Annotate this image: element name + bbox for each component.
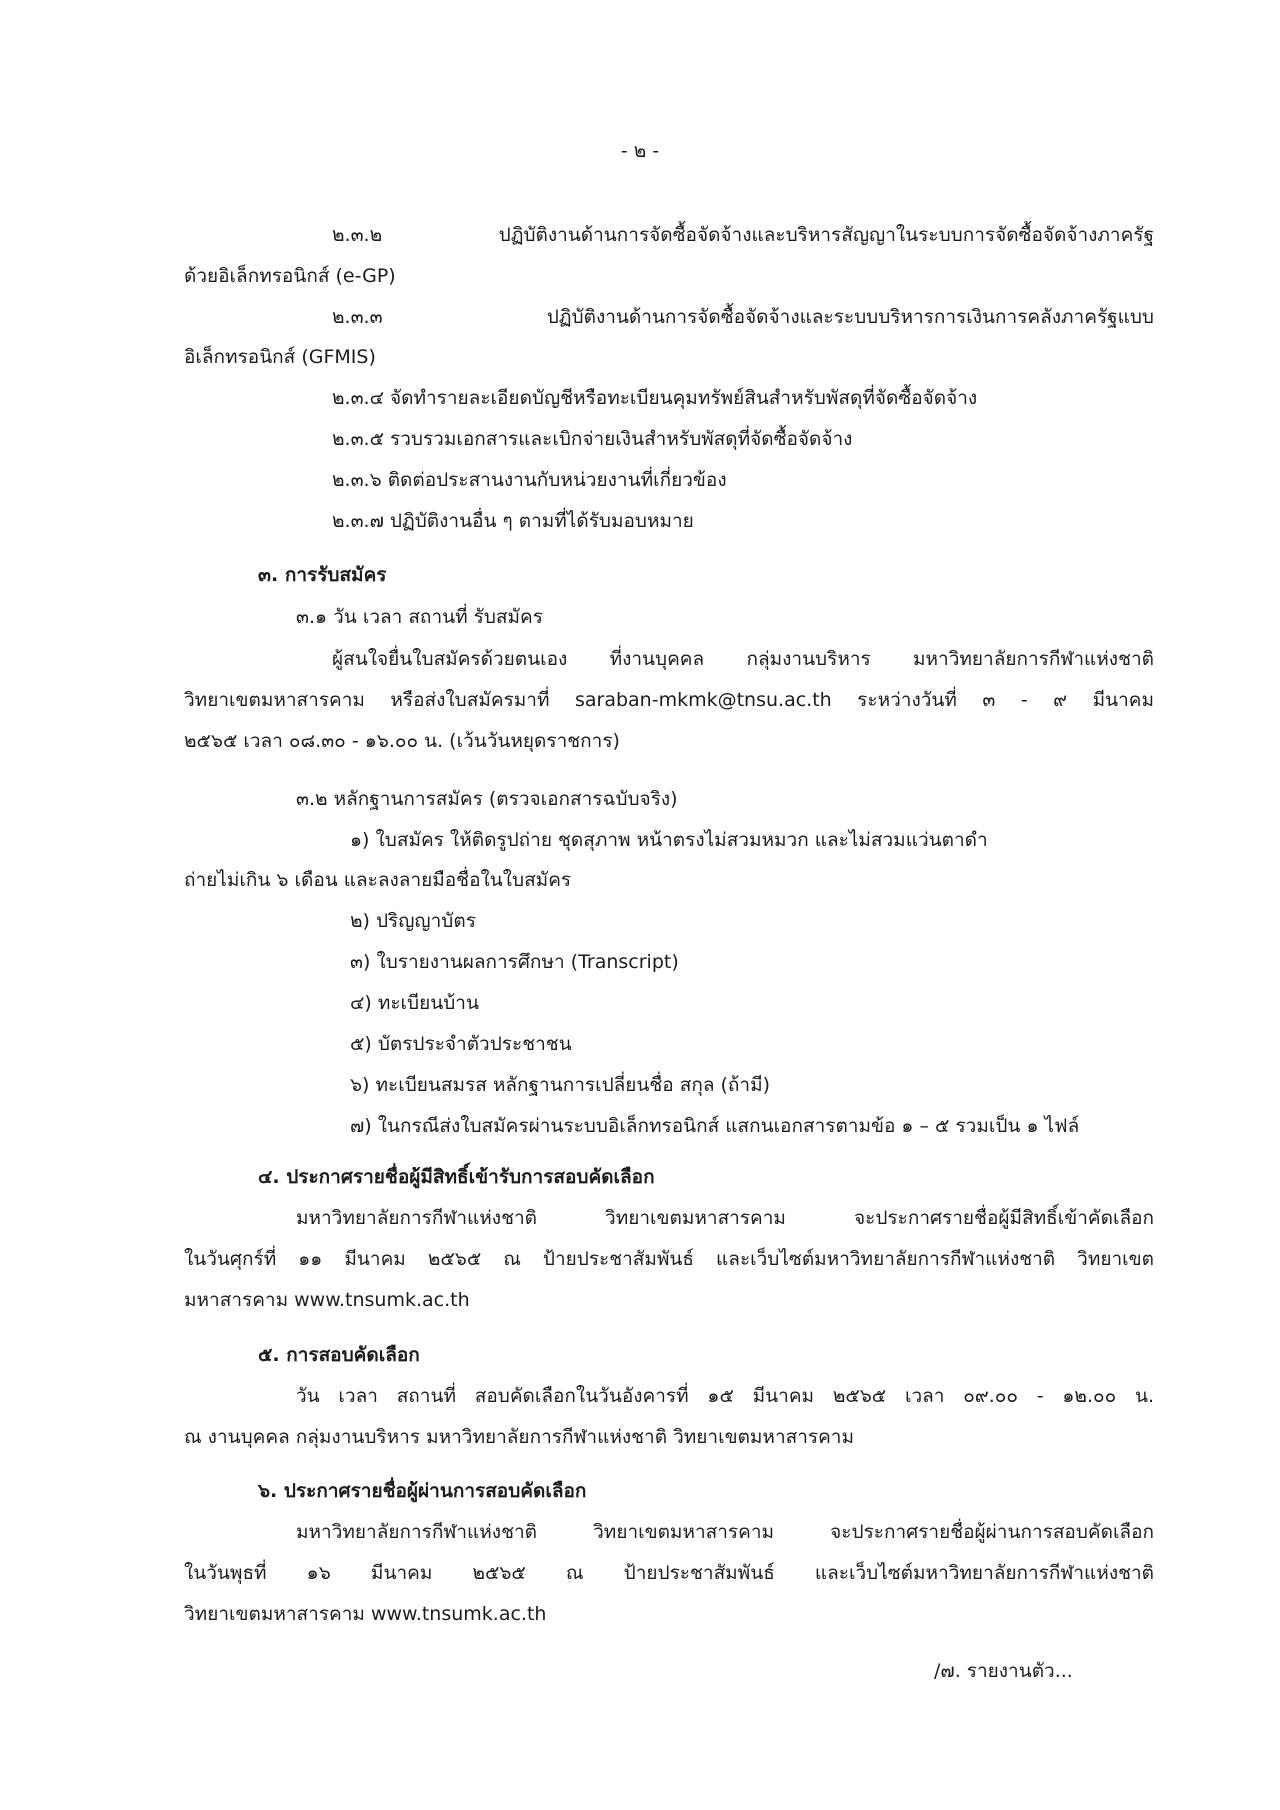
section-3-1-line-2: วิทยาเขตมหาสารคาม หรือส่งใบสมัครมาที่ saraban-mkmk@tnsu.ac.th ระหว่างวันที่ ๓ - ๙ มีนาคม bbox=[184, 689, 1154, 711]
item-2-3-2-line-1: ๒.๓.๒ ปฏิบัติงานด้านการจัดซื้อจัดจ้างและบริหารสัญญาในระบบการจัดซื้อจัดจ้างภาครัฐ bbox=[332, 224, 1154, 246]
section-6-heading: ๖. ประกาศรายชื่อผู้ผ่านการสอบคัดเลือก bbox=[258, 1480, 587, 1502]
section-3-1-line-1: ผู้สนใจยื่นใบสมัครด้วยตนเอง ที่งานบุคคล กลุ่มงานบริหาร มหาวิทยาลัยการกีฬาแห่งชาติ bbox=[332, 648, 1154, 670]
section-6-line-2: ในวันพุธที่ ๑๖ มีนาคม ๒๕๖๕ ณ ป้ายประชาสัมพันธ์ และเว็บไซต์มหาวิทยาลัยการกีฬาแห่งชาติ bbox=[184, 1562, 1154, 1584]
doc-3: ๓) ใบรายงานผลการศึกษา (Transcript) bbox=[350, 951, 679, 973]
doc-2: ๒) ปริญญาบัตร bbox=[350, 910, 476, 932]
item-2-3-2-line-2: ด้วยอิเล็กทรอนิกส์ (e-GP) bbox=[184, 265, 396, 287]
section-4-line-3: มหาสารคาม www.tnsumk.ac.th bbox=[184, 1289, 470, 1311]
section-3-2-heading: ๓.๒ หลักฐานการสมัคร (ตรวจเอกสารฉบับจริง) bbox=[296, 788, 678, 810]
item-2-3-3-line-2: อิเล็กทรอนิกส์ (GFMIS) bbox=[184, 346, 376, 368]
doc-6: ๖) ทะเบียนสมรส หลักฐานการเปลี่ยนชื่อ สกุล (ถ้ามี) bbox=[350, 1074, 771, 1096]
item-2-3-6: ๒.๓.๖ ติดต่อประสานงานกับหน่วยงานที่เกี่ยวข้อง bbox=[332, 469, 727, 491]
section-5-line-2: ณ งานบุคคล กลุ่มงานบริหาร มหาวิทยาลัยการกีฬาแห่งชาติ วิทยาเขตมหาสารคาม bbox=[184, 1426, 855, 1448]
item-2-3-5: ๒.๓.๕ รวบรวมเอกสารและเบิกจ่ายเงินสำหรับพัสดุที่จัดซื้อจัดจ้าง bbox=[332, 428, 853, 450]
section-6-line-3: วิทยาเขตมหาสารคาม www.tnsumk.ac.th bbox=[184, 1603, 547, 1625]
section-3-heading: ๓. การรับสมัคร bbox=[258, 564, 387, 586]
doc-5: ๕) บัตรประจำตัวประชาชน bbox=[350, 1033, 572, 1055]
section-5-line-1: วัน เวลา สถานที่ สอบคัดเลือกในวันอังคารที่ ๑๕ มีนาคม ๒๕๖๕ เวลา ๐๙.๐๐ - ๑๒.๐๐ น. bbox=[296, 1385, 1154, 1407]
section-4-line-1: มหาวิทยาลัยการกีฬาแห่งชาติ วิทยาเขตมหาสารคาม จะประกาศรายชื่อผู้มีสิทธิ์เข้าคัดเลือก bbox=[296, 1207, 1154, 1229]
doc-7: ๗) ในกรณีส่งใบสมัครผ่านระบบอิเล็กทรอนิกส์ แสกนเอกสารตามข้อ ๑ – ๕ รวมเป็น ๑ ไฟล์ bbox=[350, 1115, 1080, 1137]
page-number: - ๒ - bbox=[620, 140, 660, 162]
item-2-3-3-line-1: ๒.๓.๓ ปฏิบัติงานด้านการจัดซื้อจัดจ้างและระบบบริหารการเงินการคลังภาครัฐแบบ bbox=[332, 306, 1154, 328]
section-5-heading: ๕. การสอบคัดเลือก bbox=[258, 1344, 420, 1366]
section-4-line-2: ในวันศุกร์ที่ ๑๑ มีนาคม ๒๕๖๕ ณ ป้ายประชาสัมพันธ์ และเว็บไซต์มหาวิทยาลัยการกีฬาแห่งชาติ วิทยาเขต bbox=[184, 1248, 1154, 1270]
section-3-1-line-3: ๒๕๖๕ เวลา ๐๘.๓๐ - ๑๖.๐๐ น. (เว้นวันหยุดราชการ) bbox=[184, 730, 620, 752]
doc-1-line-2: ถ่ายไม่เกิน ๖ เดือน และลงลายมือชื่อในใบสมัคร bbox=[184, 869, 572, 891]
item-2-3-7: ๒.๓.๗ ปฏิบัติงานอื่น ๆ ตามที่ได้รับมอบหมาย bbox=[332, 510, 694, 532]
item-2-3-4: ๒.๓.๔ จัดทำรายละเอียดบัญชีหรือทะเบียนคุมทรัพย์สินสำหรับพัสดุที่จัดซื้อจัดจ้าง bbox=[332, 387, 978, 409]
continuation-note: /๗. รายงานตัว... bbox=[934, 1660, 1073, 1682]
doc-1-line-1: ๑) ใบสมัคร ให้ติดรูปถ่าย ชุดสุภาพ หน้าตรงไม่สวมหมวก และไม่สวมแว่นตาดำ bbox=[350, 829, 988, 851]
section-6-line-1: มหาวิทยาลัยการกีฬาแห่งชาติ วิทยาเขตมหาสารคาม จะประกาศรายชื่อผู้ผ่านการสอบคัดเลือก bbox=[296, 1521, 1154, 1543]
doc-4: ๔) ทะเบียนบ้าน bbox=[350, 992, 479, 1014]
section-4-heading: ๔. ประกาศรายชื่อผู้มีสิทธิ์เข้ารับการสอบคัดเลือก bbox=[258, 1166, 655, 1188]
section-3-1-heading: ๓.๑ วัน เวลา สถานที่ รับสมัคร bbox=[296, 606, 543, 628]
